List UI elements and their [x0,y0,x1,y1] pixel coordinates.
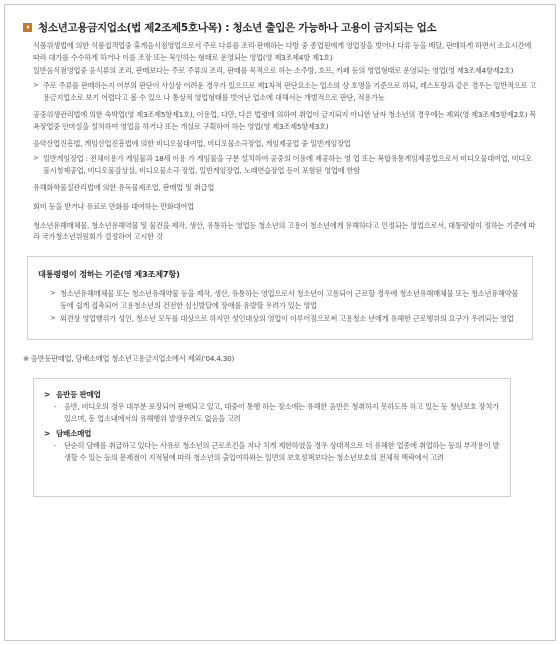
content-inner [23,19,537,497]
exclusion-body [54,401,500,425]
dash-icon: - [54,440,57,450]
exclusion-note-text: ※ 음반등판매업, 담배소매업 청소년고용금지업소에서 제외('04.4.30) [23,354,235,364]
list-item-text: 유해화학물질관리법에 의한 유독물제조업, 판매업 및 취급업 [33,182,215,192]
sub-item-text: 주로 주류를 판매하는지 여부의 판단이 사실상 어려운 경우가 있으므로 제1차적 판단요소는 업소의 상 호명을 기준으로 하되, 레스토랑과 같은 경우는 일반적으로 고용금지업소로 보기 어렵다고 볼 수 있으 나 통상적 영업형태를 벗어난 업소에 대해서는 개별적으로 판단, 적용가능 [43,81,537,103]
list-item-text: 청소년유해매체물, 청소년유해약물 및 물건을 제작, 생산, 유통하는 영업등 청소년의 고용이 청소년에게 유해하다고 인정되는 영업으로서, 대통령령이 정하는 기준에 따라 국가청소년위원회가 결정하여 고시한 것 [33,220,536,242]
sub-item [33,153,537,177]
sub-item [33,80,537,104]
criteria-box-title: 대통령령이 정하는 기준(영 제3조제7항) [38,269,180,280]
list-item [23,40,537,64]
exclusion-body-text: 단순히 담배를 취급하고 있다는 사유로 청소년의 근로조건을 지나 치게 제한하였을 경우 상대적으로 더 유해한 업종에 취업하는 등의 부작용이 발생할 수 있는 등의 문제점이 지적됨에 따라 청소년의 출입여하와는 일면의 보호정책보다는 청소년보호의 전체적 맥락에서 고려 [64,440,500,462]
exclusion-heading-text: 음반등 판매업 [56,390,101,400]
exclusion-heading [44,428,500,440]
dash-icon: - [54,402,57,412]
list-item-text: 회비 등을 받거나 유료로 만화를 대여하는 만화대여업 [33,201,194,211]
section-title-row [23,19,537,35]
list-item-text: 식품위생법에 의한 식품접객업중 휴게음식점영업으로서 주로 다류를 조리·판매하는 다방 중 종업원에게 영업장을 벗어나 다류 등을 배달, 판매하게 하면서 소요시간에 따라 대가를 수수하게 하거나 이를 조장 또는 묵인하는 형태로 운영되는 영업(영 제3조제4항 제1호) [33,41,532,62]
chevron-right-icon: > [33,81,39,90]
exclusion-heading-text: 담배소매업 [56,428,92,438]
chevron-right-icon: > [33,154,39,163]
content-frame [4,4,556,641]
list-item-text: 일반음식점영업중 음식류의 조리, 판매보다는 주로 주류의 조리, 판매를 목적으로 하는 소주방, 호프, 카페 등의 영업형태로 운영되는 영업(영 제3조제4항제2호) [33,65,514,75]
criteria-item [50,288,522,312]
chevron-right-icon: > [50,313,56,322]
chevron-right-icon: > [50,289,56,298]
exclusion-body [54,440,500,464]
exclusion-heading [44,389,500,401]
chevron-right-icon: > [44,428,51,438]
list-item-text: 공중위생관리법에 의한 숙박업(영 제3조제5항제1호), 이용업, 다만, 다른 법령에 의하여 취업이 금지되지 아니한 남자 청소년의 경우에는 제외(영 제3조제5항제2호) 목욕장업중 안마실을 설치하여 영업을 하거나 또는 개실로 구획하여 하는 영업(영 제3조제5항제3호) [33,109,537,131]
list-item [23,138,537,153]
criteria-item-text: 외견상 영업행위가 성인, 청소년 모두를 대상으로 하지만 성인대상의 영업이 이루어짐으로써 고용청소 년에게 유해한 근로행위의 요구가 우려되는 영업 [60,313,514,323]
sub-item-text: 일반게임장업 : 전체이용가 게임물과 18세 이용 가 게임물을 구분 설치하여 공중의 이용에 제공하는 영 업 또는 복합유통게임제공업으로서 비디오물대여업, 비디오물시청제공업, 비디오물감상실, 비디오물소극 장업, 일반게임장업, 노래연습장업 등이 포함된 영업에 한함 [43,154,532,176]
section-title: 청소년고용금지업소(법 제2조제5호나목) : 청소년 출입은 가능하나 고용이 금지되는 업소 [38,21,437,34]
exclusion-box [33,378,511,497]
criteria-item-text: 청소년유해매체물 또는 청소년유해약물 등을 제작, 생산, 유통하는 영업으로서 청소년이 고용되어 근로할 경우에 청소년유해매체물 또는 청소년유해약물 등에 쉽게 접촉되어 고용청소년의 건전한 심신발달에 장애를 유발할 우려가 있는 영업 [60,289,519,310]
list-item [23,109,537,133]
list-item-text: 음악산업진흥법, 게임산업진흥법에 의한 비디오물대여업, 비디오물소극장업, 게임제공업 중 일반게임장업 [33,138,351,148]
list-item [23,65,537,80]
criteria-item [50,313,522,325]
exclusion-note [23,354,537,364]
list-item [23,201,537,216]
list-item [23,182,537,197]
play-square-icon [23,23,32,32]
chevron-right-icon: > [44,390,51,400]
criteria-box [27,256,533,340]
list-item [23,220,537,244]
exclusion-body-text: 음반, 비디오의 경우 대부분 포장되어 판매되고 있고, 대중이 통행 하는 장소에는 유해한 음반은 청취하지 못하도록 하고 있는 등 청년보호 장치가 있으며, 동 업소내에서의 유해행위 발생우려도 없음을 고려 [64,402,499,423]
